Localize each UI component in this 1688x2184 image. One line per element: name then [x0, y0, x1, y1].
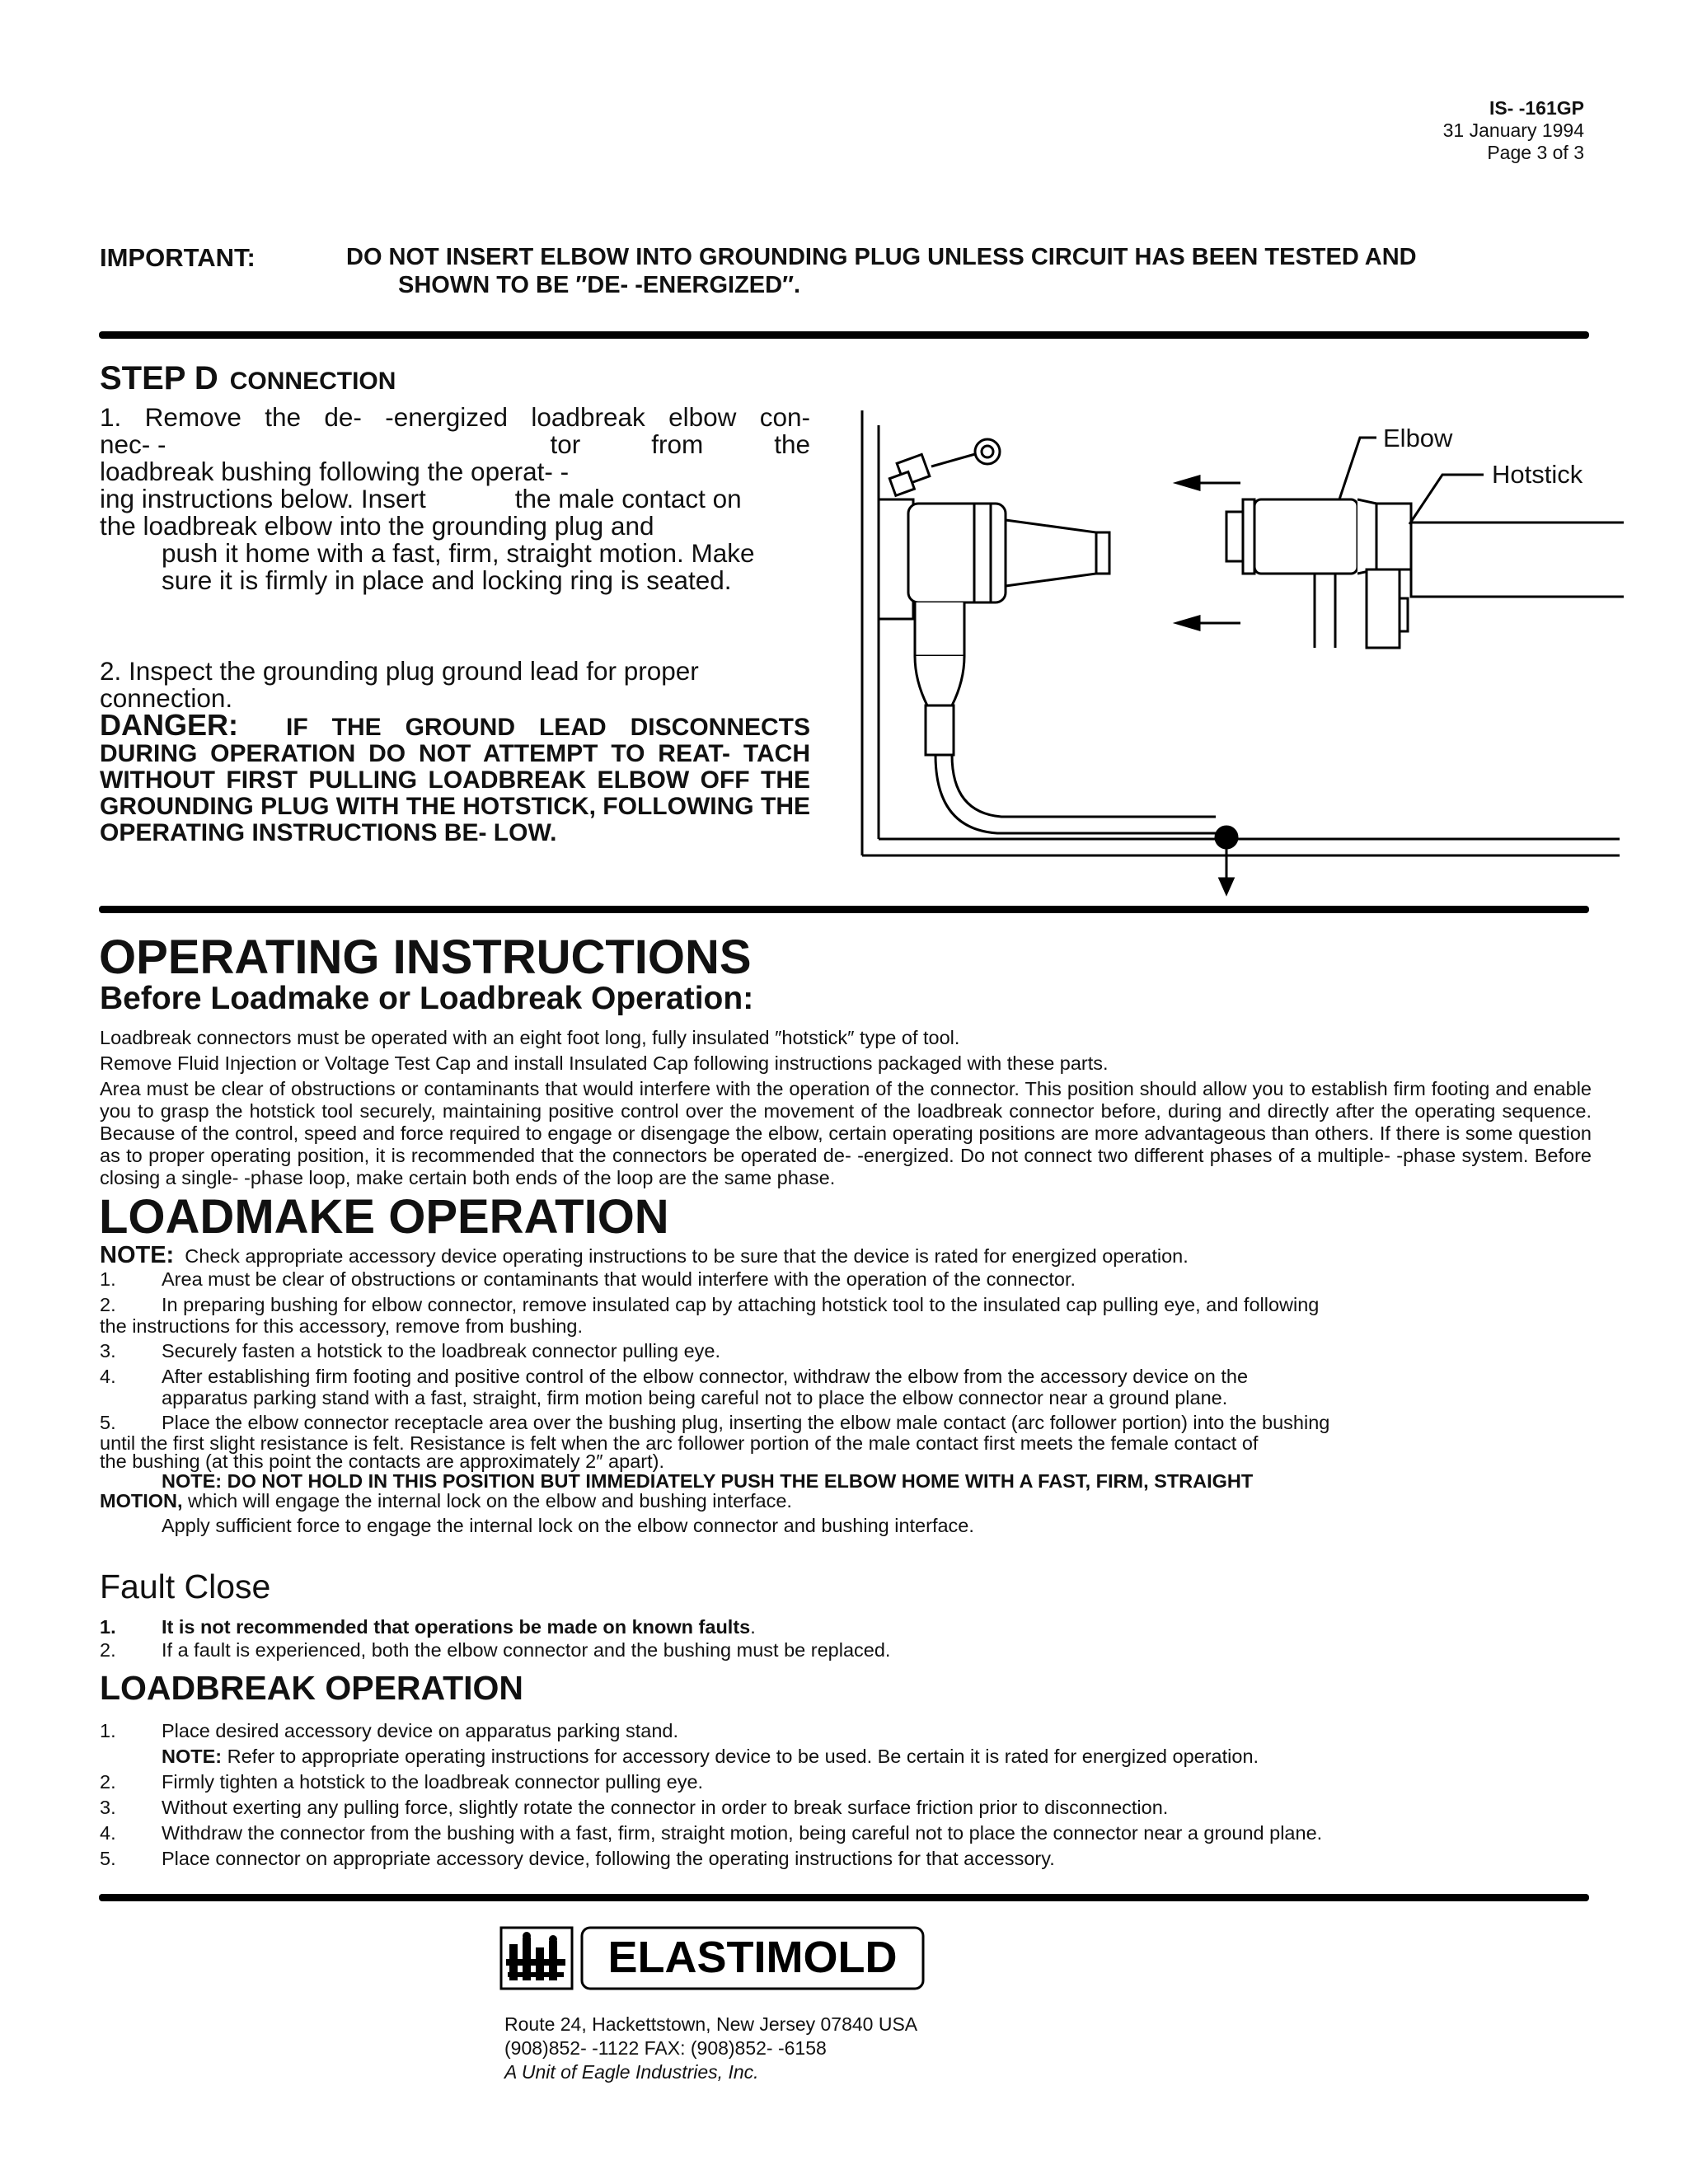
word: tor — [550, 429, 581, 459]
document-id: IS- -161GP — [1489, 97, 1584, 119]
loadbreak-note — [100, 1744, 1592, 1769]
fault-close-body — [100, 1615, 1592, 1661]
list-item — [100, 1268, 1592, 1291]
item-number: 1. — [100, 1720, 116, 1741]
list-item-continuation: until the first slight resistance is felt. Resistance is felt when the arc follower portion of the male contact first meets the female contact of — [100, 1432, 1259, 1454]
list-item — [100, 1412, 1592, 1435]
item-number: 5. — [100, 1848, 116, 1869]
item-text: Place desired accessory device on apparatus parking stand. — [162, 1720, 679, 1741]
document-date: 31 January 1994 — [1442, 120, 1584, 141]
step-d-subtitle: CONNECTION — [229, 368, 396, 395]
item-number: 2. — [100, 1771, 116, 1793]
divider-rule — [99, 331, 1589, 339]
page-number: Page 3 of 3 — [1487, 142, 1584, 163]
logo-wordmark: ELASTIMOLD — [607, 1933, 898, 1982]
list-item — [100, 1340, 1592, 1363]
operating-instructions-title: OPERATING INSTRUCTIONS — [99, 930, 752, 984]
list-item — [100, 1846, 1592, 1872]
item-text: Place connector on appropriate accessory device, following the operating instructions for that accessory. — [162, 1848, 1055, 1869]
note-text: Refer to appropriate operating instructions for accessory device to be used. Be certain it is rated for energized operation. — [222, 1746, 1259, 1767]
divider-rule — [99, 906, 1589, 913]
step-d-title: STEP D — [100, 360, 218, 396]
divider-rule — [99, 1894, 1589, 1901]
item-number: 2. — [100, 1294, 116, 1315]
item-number: 1. — [100, 1616, 116, 1638]
ground-connector — [1216, 827, 1237, 848]
list-item — [100, 1615, 1592, 1638]
text-part: the male contact on — [514, 484, 742, 513]
list-item — [100, 1718, 1592, 1744]
word: from — [651, 429, 704, 459]
step-d-line: loadbreak bushing following the operat- - — [100, 457, 570, 486]
footer-address-block — [504, 2013, 917, 2084]
bold-text: MOTION, — [100, 1490, 183, 1511]
plug-cone — [1006, 520, 1096, 586]
diagram-svg — [832, 401, 1624, 903]
danger-text: IF THE GROUND LEAD DISCONNECTS DURING OPERATION DO NOT ATTEMPT TO REAT- TACH WITHOUT FIRST PULLING LOADBREAK ELBOW OFF THE GROUNDING PLUG WITH THE HOTSTICK, FOLLOWING THE OPERATING INSTRUCTIONS BE- LOW. — [100, 714, 810, 846]
item-text: In preparing bushing for elbow connector, remove insulated cap by attaching hotstick tool to the insulated cap pulling eye, and following — [162, 1294, 1320, 1315]
list-item — [100, 1294, 1592, 1317]
footer-phone: (908)852- -1122 FAX: (908)852- -6158 — [504, 2037, 827, 2059]
item-text: If a fault is experienced, both the elbow connector and the bushing must be replaced. — [162, 1639, 891, 1661]
item-text: Firmly tighten a hotstick to the loadbreak connector pulling eye. — [162, 1771, 704, 1793]
item-text: Place the elbow connector receptacle area over the bushing plug, inserting the elbow male contact (arc follower portion) into the bushing — [162, 1411, 1330, 1433]
plug-stem — [926, 705, 954, 755]
list-item-continuation — [100, 1492, 1592, 1510]
item-text: which will engage the internal lock on the elbow and bushing interface. — [182, 1490, 792, 1511]
step-d-line: connection. — [100, 683, 233, 713]
paragraph: Remove Fluid Injection or Voltage Test Cap and install Insulated Cap following instructions packaged with these parts. — [100, 1052, 1109, 1074]
connection-diagram — [832, 401, 1624, 907]
item-number: 2. — [100, 1639, 116, 1661]
elbow-contact — [1226, 512, 1243, 561]
step-d-line: sure it is firmly in place and locking ring is seated. — [162, 565, 732, 595]
step-d-body — [100, 404, 810, 846]
document-header — [1443, 97, 1584, 164]
step-d-line: 1. Remove the de- -energized loadbreak elbow con- — [100, 402, 810, 432]
elbow-label: Elbow — [1383, 424, 1453, 452]
item-number: 4. — [100, 1822, 116, 1844]
item-number: 3. — [100, 1339, 116, 1361]
list-item — [100, 1638, 1592, 1661]
note-label: NOTE: — [162, 1746, 223, 1767]
item-text: Area must be clear of obstructions or contaminants that would interfere with the operation of the connector. — [162, 1268, 1076, 1290]
step-d-line: the loadbreak elbow into the grounding plug and — [100, 511, 654, 541]
item-text: It is not recommended that operations be made on known faults — [162, 1616, 751, 1638]
footer-unit: A Unit of Eagle Industries, Inc. — [504, 2061, 759, 2083]
item-text: Withdraw the connector from the bushing with a fast, firm, straight motion, being careful not to place the connector near a ground plane. — [162, 1822, 1323, 1844]
hotstick-label: Hotstick — [1492, 460, 1583, 489]
operating-instructions-body — [100, 1027, 1592, 1189]
list-item-continuation: Apply sufficient force to engage the internal lock on the elbow connector and bushing interface. — [162, 1515, 974, 1536]
list-item-note: NOTE: DO NOT HOLD IN THIS POSITION BUT IMMEDIATELY PUSH THE ELBOW HOME WITH A FAST, FIRM, STRAIGHT — [162, 1470, 1254, 1492]
step-d-line — [100, 485, 810, 513]
important-text-line2: SHOWN TO BE ″DE- -ENERGIZED″. — [398, 272, 801, 298]
note-label: NOTE: — [100, 1242, 175, 1268]
elbow-stand — [1367, 569, 1400, 648]
note-text: Check appropriate accessory device operating instructions to be sure that the device is rated for energized operation. — [185, 1245, 1189, 1267]
item-number: 5. — [100, 1411, 116, 1433]
list-item-continuation: apparatus parking stand with a fast, straight, firm motion being careful not to place the elbow connector near a ground plane. — [162, 1386, 1228, 1408]
list-item — [100, 1366, 1592, 1389]
operating-instructions-subtitle: Before Loadmake or Loadbreak Operation: — [100, 981, 754, 1016]
item-text: Securely fasten a hotstick to the loadbreak connector pulling eye. — [162, 1339, 720, 1361]
important-label: IMPORTANT: — [100, 243, 256, 272]
fault-close-title: Fault Close — [100, 1568, 271, 1605]
elastimold-logo — [499, 1926, 928, 1996]
word: nec- - — [100, 429, 166, 459]
item-number: 1. — [100, 1268, 116, 1290]
loadmake-title: LOADMAKE OPERATION — [99, 1190, 669, 1244]
text-part: ing instructions below. Insert — [100, 484, 426, 513]
step-d-line — [100, 431, 810, 458]
list-item — [100, 1821, 1592, 1846]
list-item-continuation: the bushing (at this point the contacts are approximately 2″ apart). — [100, 1451, 664, 1472]
important-text-line1: DO NOT INSERT ELBOW INTO GROUNDING PLUG UNLESS CIRCUIT HAS BEEN TESTED AND — [346, 244, 1417, 270]
loadmake-note — [100, 1244, 1592, 1268]
item-number: 4. — [100, 1366, 116, 1387]
hotstick-body — [1411, 523, 1624, 597]
danger-warning — [100, 708, 810, 846]
list-item-continuation: the instructions for this accessory, remove from bushing. — [100, 1315, 583, 1337]
loadbreak-body — [100, 1718, 1592, 1872]
pulling-eye — [975, 439, 1000, 464]
danger-label: DANGER: — [100, 708, 238, 742]
list-item — [100, 1795, 1592, 1821]
paragraph: Area must be clear of obstructions or contaminants that would interfere with the operation of the connector. This position should allow you to establish firm footing and enable you to grasp the hotstick tool securely, maintaining positive control over the movement of the loadbreak connector before, during and directly after the operating sequence. Because of the control, speed and force required to engage or disengage the elbow, certain operating positions are more advantageous than others. If there is some question as to proper operating position, it is recommended that the connectors be operated de- -energized. Do not connect two different phases of a multiple- -phase system. Before closing a single- -phase loop, make certain both ends of the loop are the same phase. — [100, 1078, 1592, 1188]
word: the — [774, 429, 810, 459]
footer-address: Route 24, Hackettstown, New Jersey 07840 USA — [504, 2013, 918, 2035]
punctuation: . — [750, 1616, 756, 1638]
step-d-heading — [100, 360, 396, 397]
elbow-leader-line — [1339, 438, 1376, 499]
logo-svg — [499, 1926, 928, 1992]
item-number: 3. — [100, 1797, 116, 1818]
step-d-line: 2. Inspect the grounding plug ground lead for proper — [100, 656, 699, 686]
item-text: Without exerting any pulling force, slightly rotate the connector in order to break surface friction prior to disconnection. — [162, 1797, 1169, 1818]
elbow-body — [1254, 499, 1357, 574]
list-item — [100, 1769, 1592, 1795]
hotstick-leader-line — [1409, 475, 1484, 524]
item-text: After establishing firm footing and positive control of the elbow connector, withdraw the elbow from the accessory device on the — [162, 1366, 1249, 1387]
paragraph: Loadbreak connectors must be operated with an eight foot long, fully insulated ″hotstick″ type of tool. — [100, 1027, 960, 1048]
loadmake-body — [100, 1244, 1592, 1538]
step-d-line: push it home with a fast, firm, straight motion. Make — [162, 538, 755, 568]
loadbreak-title: LOADBREAK OPERATION — [100, 1669, 524, 1707]
